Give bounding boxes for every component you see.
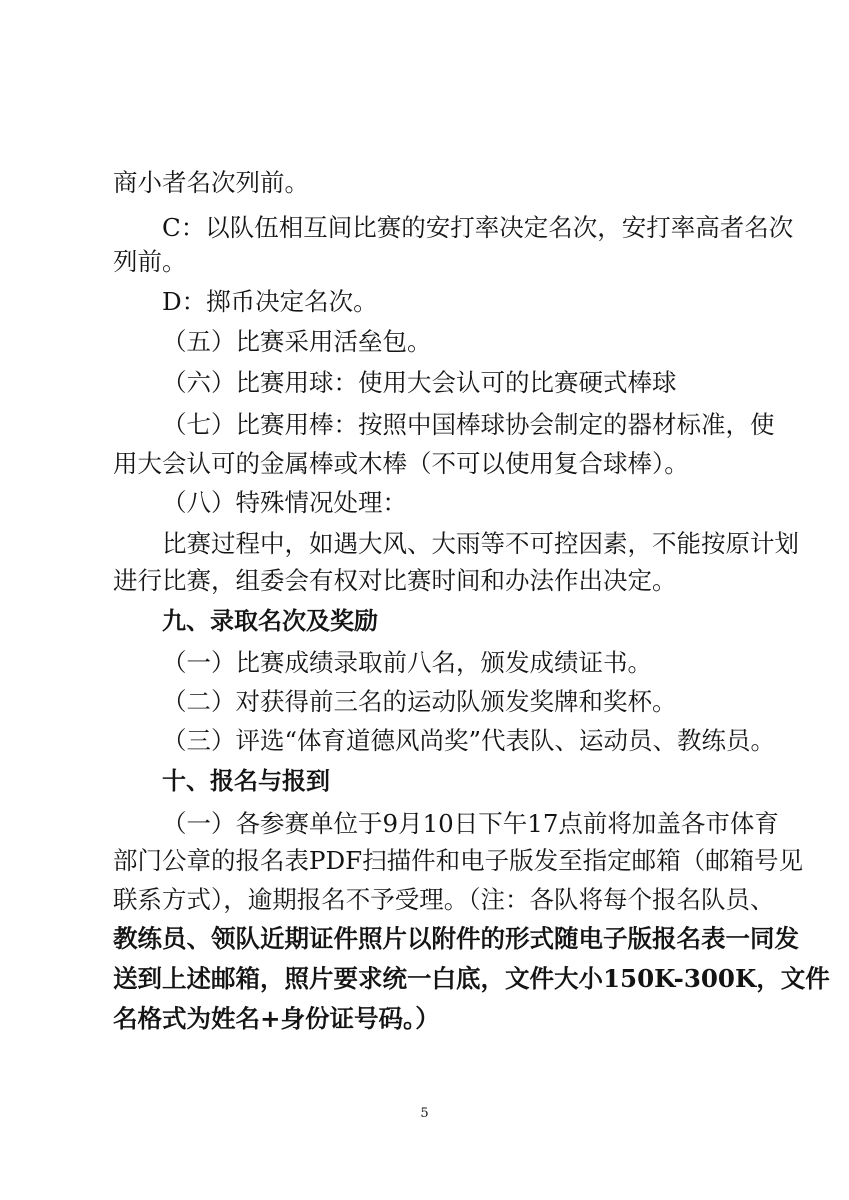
text-line: 用大会认可的金属棒或木棒（不可以使用复合球棒）。 (113, 449, 689, 478)
text-line: 商小者名次列前。 (113, 168, 309, 197)
text-line: C：以队伍相互间比赛的安打率决定名次，安打率高者名次 (162, 213, 794, 242)
text-line: （八）特殊情况处理： (162, 488, 407, 517)
text-line: 名格式为姓名+身份证号码。） (113, 1004, 440, 1033)
text-line: （三）评选“体育道德风尚奖”代表队、运动员、教练员。 (162, 726, 776, 755)
text-line: 联系方式），逾期报名不予受理。（注：各队将每个报名队员、 (113, 885, 775, 914)
text-line: （一）比赛成绩录取前八名，颁发成绩证书。 (162, 648, 652, 677)
text-line: （七）比赛用棒：按照中国棒球协会制定的器材标准，使 (162, 410, 775, 439)
page-number: 5 (420, 1106, 429, 1121)
text-line: （六）比赛用球：使用大会认可的比赛硬式棒球 (162, 368, 677, 397)
text-line: （五）比赛采用活垒包。 (162, 327, 432, 356)
text-line: （一）各参赛单位于9月10日下午17点前将加盖各市体育 (162, 809, 779, 838)
text-line: （二）对获得前三名的运动队颁发奖牌和奖杯。 (162, 687, 677, 716)
text-line: 教练员、领队近期证件照片以附件的形式随电子版报名表一同发 (113, 924, 799, 953)
text-line: 进行比赛，组委会有权对比赛时间和办法作出决定。 (113, 566, 677, 595)
text-line: 送到上述邮箱，照片要求统一白底，文件大小150K-300K，文件 (113, 964, 830, 993)
text-line: 比赛过程中，如遇大风、大雨等不可控因素，不能按原计划 (162, 529, 799, 558)
section-heading: 九、录取名次及奖励 (162, 607, 378, 635)
text-line: D：掷币决定名次。 (162, 287, 378, 316)
text-line: 列前。 (113, 247, 187, 276)
section-heading: 十、报名与报到 (162, 767, 330, 795)
text-line: 部门公章的报名表PDF扫描件和电子版发至指定邮箱（邮箱号见 (113, 846, 804, 875)
